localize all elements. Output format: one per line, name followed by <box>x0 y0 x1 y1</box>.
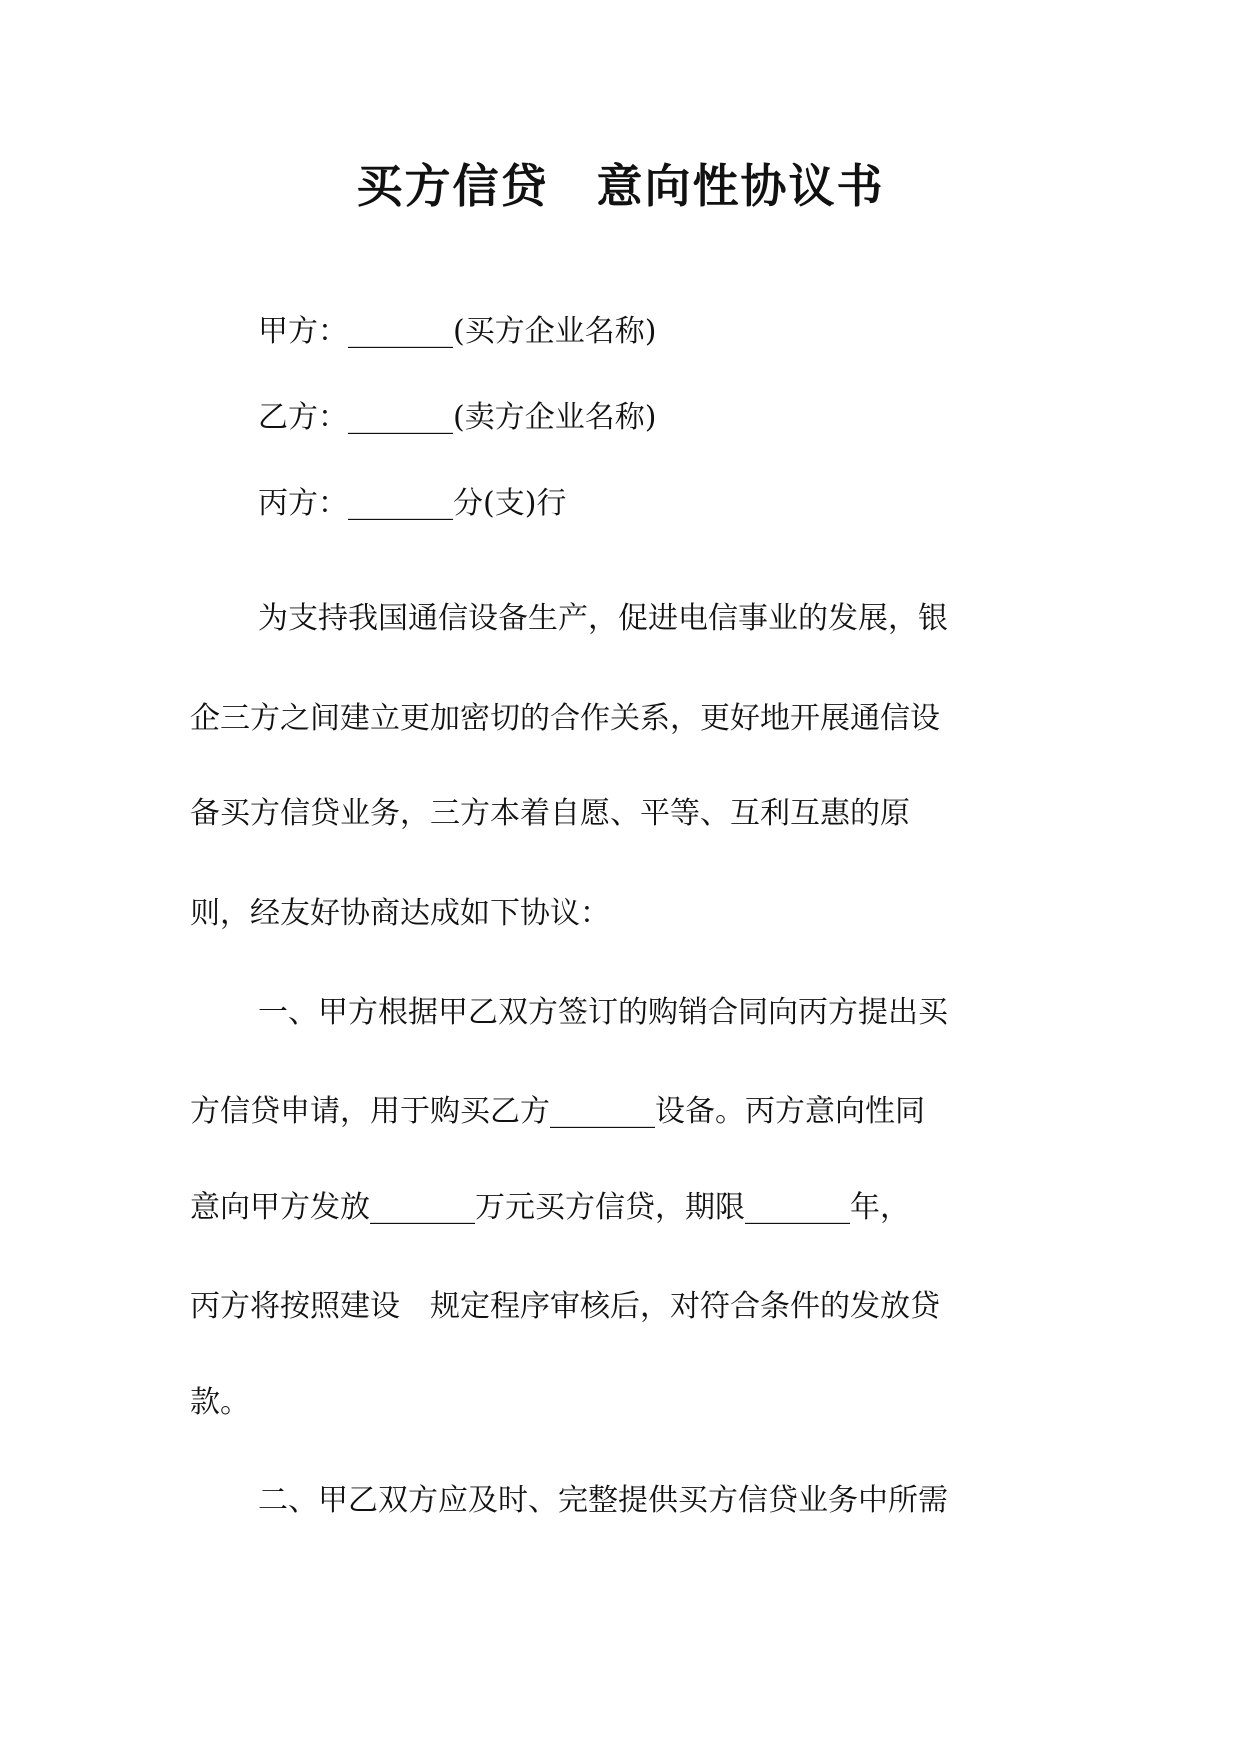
preamble-line: 为支持我国通信设备生产，促进电信事业的发展，银 <box>258 601 948 636</box>
clause-1-line: 款。 <box>190 1385 250 1420</box>
clause-1-line: 一、甲方根据甲乙双方签订的购销合同向丙方提出买 <box>258 995 948 1030</box>
preamble-line: 则，经友好协商达成如下协议： <box>190 896 610 931</box>
clause-1-line: 丙方将按照建设 规定程序审核后，对符合条件的发放贷 <box>190 1289 940 1324</box>
preamble-line: 备买方信贷业务，三方本着自愿、平等、互利互惠的原 <box>190 796 910 831</box>
party-c-line: 丙方：_______分(支)行 <box>258 486 567 521</box>
clause-1-line: 意向甲方发放_______万元买方信贷，期限_______年， <box>190 1190 910 1225</box>
preamble-line: 企三方之间建立更加密切的合作关系，更好地开展通信设 <box>190 701 940 736</box>
clause-2-line: 二、甲乙双方应及时、完整提供买方信贷业务中所需 <box>258 1483 948 1518</box>
party-a-line: 甲方：_______(买方企业名称) <box>258 314 657 349</box>
document-title: 买方信贷 意向性协议书 <box>356 159 885 213</box>
clause-1-line: 方信贷申请，用于购买乙方_______设备。丙方意向性同 <box>190 1094 925 1129</box>
party-b-line: 乙方：_______(卖方企业名称) <box>258 400 657 435</box>
